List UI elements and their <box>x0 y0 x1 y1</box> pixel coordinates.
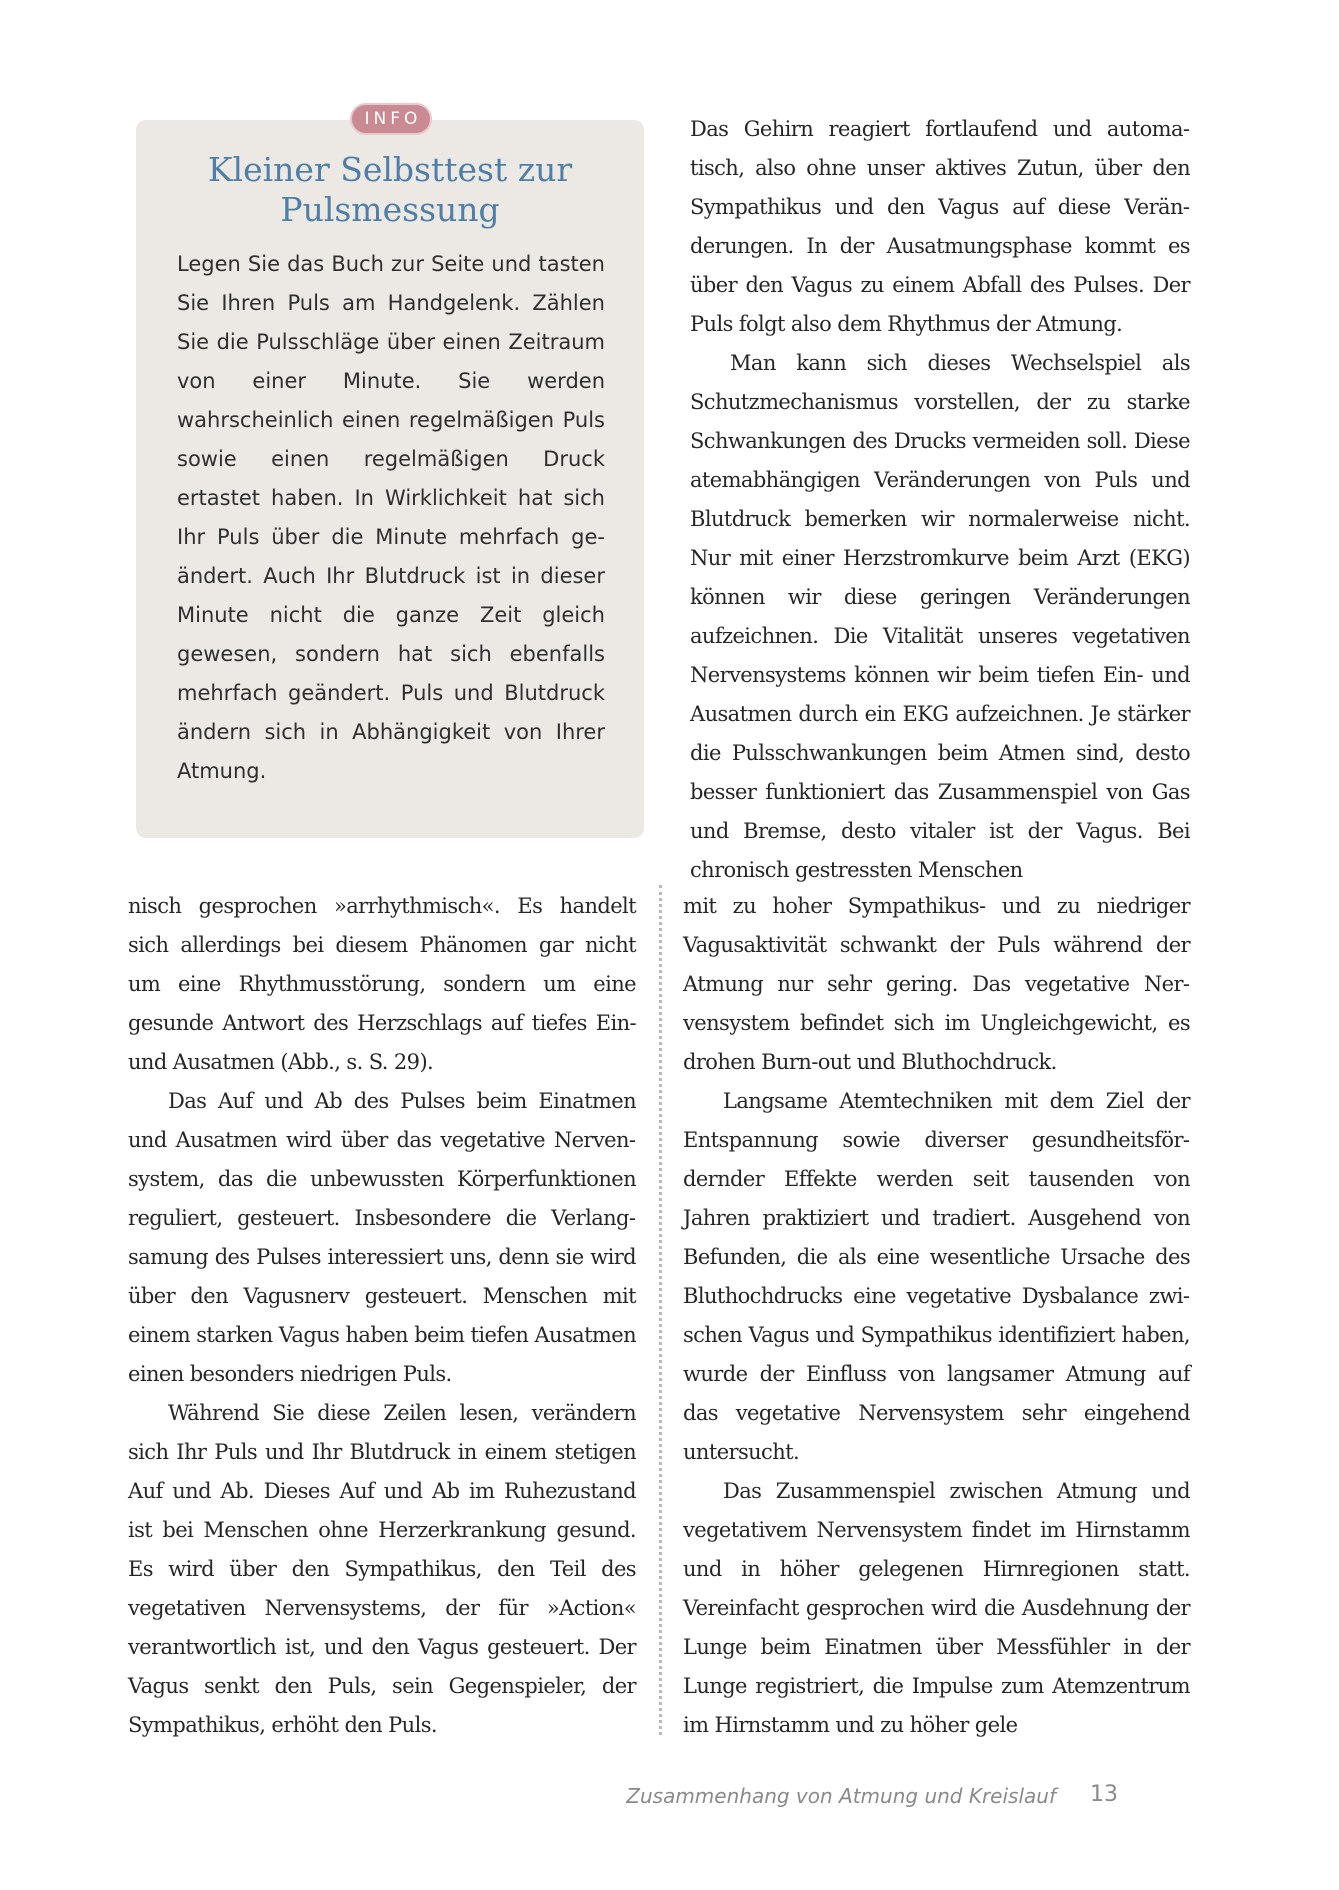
info-title-line-2: Pulsmessung <box>280 190 500 229</box>
paragraph: Man kann sich dieses Wechselspiel als Schutzmechanismus vorstellen, der zu starke Schwankungen des Drucks vermeiden soll. Diese atemabhängigen Veränderungen von Puls und Blutdruck bemerken wir normalerweise nicht. Nur mit einer Herzstromkurve beim Arzt (EKG) können wir diese geringen Veränderungen aufzeichnen. Die Vitalität unseres vegetativen Nervensystems können wir beim tiefen Ein- und Ausatmen durch ein EKG aufzeichnen. Je stärker die Pulsschwankungen beim Atmen sind, desto besser funktioniert das Zusammenspiel von Gas und Bremse, desto vitaler ist der Vagus. Bei chronisch gestressten Menschen <box>690 351 1190 882</box>
right-column-top <box>690 110 1190 890</box>
paragraph: Während Sie diese Zeilen lesen, verändern sich Ihr Puls und Ihr Blutdruck in einem stetigen Auf und Ab. Dieses Auf und Ab im Ruhezustand ist bei Menschen ohne Herzerkrankung gesund. Es wird über den Sympathikus, den Teil des vegetativen Nervensystems, der für »Action« verantwortlich ist, und den Vagus gesteuert. Der Vagus senkt den Puls, sein Gegenspieler, der Sympathikus, erhöht den Puls. <box>128 1401 636 1737</box>
paragraph: Das Zusammenspiel zwischen Atmung und vegetativem Nervensystem findet im Hirnstamm und in höher gelegenen Hirnregionen statt. Vereinfacht gesprochen wird die Ausdehnung der Lunge beim Einatmen über Messfühler in der Lunge registriert, die Impulse zum Atemzentrum im Hirnstamm und zu höher gele <box>683 1479 1190 1737</box>
left-column <box>128 887 636 1745</box>
right-column <box>683 887 1190 1745</box>
paragraph: Langsame Atemtechniken mit dem Ziel der Entspannung sowie diverser gesundheitsfördernder Effekte werden seit tausenden von Jahren praktiziert und tradiert. Ausgehend von Befunden, die als eine wesentliche Ursache des Bluthochdrucks eine vegetative Dysbalance zwischen Vagus und Sympathikus identifiziert haben, wurde der Einfluss von langsamer Atmung auf das vegetative Nervensystem sehr eingehend untersucht. <box>683 1089 1190 1464</box>
paragraph: Das Auf und Ab des Pulses beim Einatmen und Ausatmen wird über das vegetative Nervensystem, das die unbewussten Körperfunktionen reguliert, gesteuert. Insbesondere die Verlangsamung des Pulses interessiert uns, denn sie wird über den Vagusnerv gesteuert. Menschen mit einem starken Vagus haben beim tiefen Ausatmen einen besonders niedrigen Puls. <box>128 1089 636 1386</box>
paragraph: mit zu hoher Sympathikus- und zu niedriger Vagusaktivität schwankt der Puls während der Atmung nur sehr gering. Das vegetative Nervensystem befindet sich im Ungleichgewicht, es drohen Burn-out und Bluthochdruck. <box>683 894 1190 1074</box>
info-box-text: Legen Sie das Buch zur Seite und tasten Sie Ihren Puls am Handgelenk. Zählen Sie die Pulsschläge über einen Zeitraum von einer Minute. Sie werden wahrscheinlich einen regelmäßigen Puls sowie einen regelmäßigen Druck ertastet haben. In Wirklichkeit hat sich Ihr Puls über die Minute mehrfach geändert. Auch Ihr Blutdruck ist in dieser Minute nicht die ganze Zeit gleich gewesen, sondern hat sich ebenfalls mehrfach geändert. Puls und Blutdruck ändern sich in Abhängigkeit von Ihrer Atmung. <box>177 252 605 783</box>
running-footer-title: Zusammenhang von Atmung und Kreislauf <box>626 1784 1056 1808</box>
info-title-line-1: Kleiner Selbsttest zur <box>207 150 573 189</box>
paragraph: Das Gehirn reagiert fortlaufend und automatisch, also ohne unser aktives Zutun, über den Sympathikus und den Vagus auf diese Veränderungen. In der Ausatmungsphase kommt es über den Vagus zu einem Abfall des Pulses. Der Puls folgt also dem Rhythmus der Atmung. <box>690 117 1190 336</box>
info-box-title <box>136 150 644 230</box>
column-divider <box>659 885 662 1735</box>
paragraph: nisch gesprochen »arrhythmisch«. Es handelt sich allerdings bei diesem Phänomen gar nicht um eine Rhythmusstörung, sondern um eine gesunde Antwort des Herzschlags auf tiefes Ein- und Ausatmen (Abb., s. S. 29). <box>128 894 636 1074</box>
info-badge: INFO <box>350 103 432 135</box>
page-number: 13 <box>1090 1782 1118 1807</box>
